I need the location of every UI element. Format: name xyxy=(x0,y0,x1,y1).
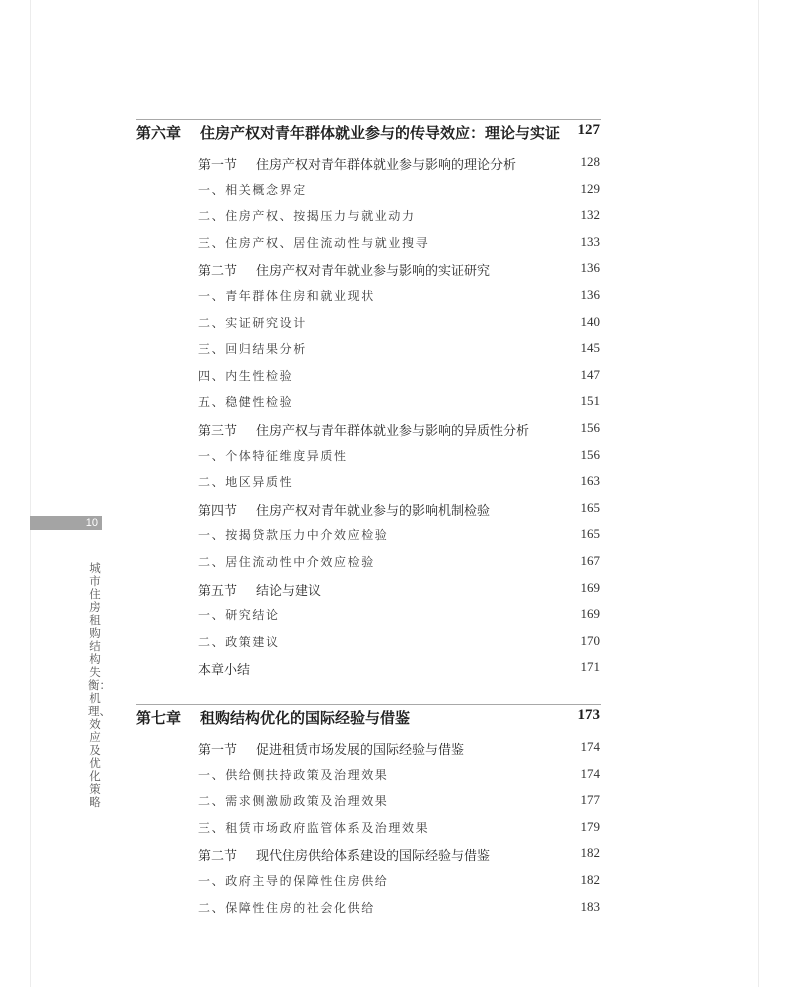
chapter-divider xyxy=(136,704,601,705)
item-row[interactable] xyxy=(136,367,600,389)
item-label xyxy=(198,234,429,251)
item-page: 132 xyxy=(580,207,600,223)
chapter-page: 127 xyxy=(577,122,600,138)
section-label xyxy=(198,739,464,758)
item-title: 二、居住流动性中介效应检验 xyxy=(198,555,375,569)
section-title: 住房产权对青年群体就业参与影响的理论分析 xyxy=(256,158,517,173)
item-title: 二、地区异质性 xyxy=(198,475,294,490)
item-title: 三、回归结果分析 xyxy=(198,342,307,357)
item-title: 三、住房产权、居住流动性与就业搜寻 xyxy=(198,235,430,250)
summary-title: 本章小结 xyxy=(198,663,251,679)
item-row[interactable] xyxy=(136,393,600,415)
chapter-number: 第六章 xyxy=(136,124,182,142)
section-title: 住房产权与青年群体就业参与影响的异质性分析 xyxy=(256,424,530,439)
chapter-row[interactable] xyxy=(136,707,600,729)
item-label xyxy=(198,207,416,224)
item-page: 145 xyxy=(580,340,600,356)
item-page: 183 xyxy=(580,898,600,914)
item-label xyxy=(198,393,293,410)
item-title: 四、内生性检验 xyxy=(198,368,294,383)
item-page: 133 xyxy=(580,233,600,249)
item-page: 182 xyxy=(580,872,600,887)
section-row[interactable] xyxy=(136,580,600,602)
section-row[interactable] xyxy=(136,420,600,442)
item-row[interactable] xyxy=(136,792,600,814)
item-row[interactable] xyxy=(136,473,600,495)
item-label xyxy=(198,819,429,836)
item-row[interactable] xyxy=(136,526,600,548)
section-row[interactable] xyxy=(136,154,600,176)
section-title: 促进租赁市场发展的国际经验与借鉴 xyxy=(256,743,465,758)
item-page: 140 xyxy=(580,313,600,329)
section-title: 住房产权对青年就业参与的影响机制检验 xyxy=(256,503,491,519)
item-page: 174 xyxy=(580,765,600,781)
item-page: 177 xyxy=(580,792,600,808)
item-row[interactable] xyxy=(136,207,600,229)
item-title: 一、按揭贷款压力中介效应检验 xyxy=(198,528,389,543)
item-label xyxy=(198,899,375,916)
section-page: 182 xyxy=(580,845,600,861)
section-label xyxy=(198,500,490,519)
item-row[interactable] xyxy=(136,606,600,628)
item-label xyxy=(198,473,293,490)
item-row[interactable] xyxy=(136,447,600,469)
section-number: 第一节 xyxy=(198,158,238,173)
section-row[interactable] xyxy=(136,739,600,761)
item-title: 一、政府主导的保障性住房供给 xyxy=(198,874,389,888)
section-title: 住房产权对青年就业参与影响的实证研究 xyxy=(256,264,491,280)
item-title: 二、需求侧激励政策及治理效果 xyxy=(198,794,389,809)
item-row[interactable] xyxy=(136,766,600,788)
page-number: 10 xyxy=(85,517,98,529)
item-label xyxy=(198,287,375,304)
item-title: 一、个体特征维度异质性 xyxy=(198,448,348,463)
item-page: 167 xyxy=(580,553,600,568)
item-row[interactable] xyxy=(136,633,600,655)
item-label xyxy=(198,872,388,889)
item-title: 二、实证研究设计 xyxy=(198,315,307,330)
item-title: 五、稳健性检验 xyxy=(198,395,294,410)
section-page: 174 xyxy=(580,739,600,754)
item-row[interactable] xyxy=(136,340,600,362)
item-title: 一、青年群体住房和就业现状 xyxy=(198,289,375,303)
item-row[interactable] xyxy=(136,899,600,921)
section-page: 136 xyxy=(580,260,600,276)
section-page: 156 xyxy=(580,420,600,435)
summary-page: 171 xyxy=(580,659,600,675)
section-row[interactable] xyxy=(136,500,600,522)
item-row[interactable] xyxy=(136,287,600,309)
item-label xyxy=(198,606,280,623)
section-row[interactable] xyxy=(136,845,600,867)
item-title: 一、相关概念界定 xyxy=(198,182,307,197)
item-title: 一、供给侧扶持政策及治理效果 xyxy=(198,767,389,782)
chapter-row[interactable] xyxy=(136,122,600,144)
item-row[interactable] xyxy=(136,819,600,841)
item-title: 三、租赁市场政府监管体系及治理效果 xyxy=(198,820,430,835)
section-number: 第二节 xyxy=(198,849,238,865)
item-label xyxy=(198,553,375,570)
page-edge-right xyxy=(758,0,759,987)
item-row[interactable] xyxy=(136,872,600,894)
section-number: 第一节 xyxy=(198,743,238,758)
section-number: 第三节 xyxy=(198,424,238,439)
section-label xyxy=(198,260,490,279)
section-title: 结论与建议 xyxy=(256,583,322,599)
item-row[interactable] xyxy=(136,314,600,336)
item-page: 169 xyxy=(580,606,600,622)
running-book-title: 城市住房租购结构失衡：机理、效应及优化策略 xyxy=(88,561,111,809)
chapter-title: 租购结构优化的国际经验与借鉴 xyxy=(200,709,411,727)
item-title: 二、政策建议 xyxy=(198,634,280,649)
item-page: 156 xyxy=(580,446,600,462)
section-label xyxy=(198,420,529,439)
section-page: 165 xyxy=(580,499,600,515)
item-title: 二、保障性住房的社会化供给 xyxy=(198,900,375,915)
item-label xyxy=(198,340,307,357)
page-edge-left xyxy=(30,0,31,987)
item-page: 136 xyxy=(580,287,600,302)
item-page: 151 xyxy=(580,393,600,409)
chapter-divider xyxy=(136,119,601,120)
item-label xyxy=(198,633,280,650)
item-page: 147 xyxy=(580,366,600,382)
page-number-tab xyxy=(30,516,102,530)
item-label xyxy=(198,526,388,543)
section-label xyxy=(198,580,321,599)
item-label xyxy=(198,181,307,198)
item-page: 165 xyxy=(580,526,600,542)
section-label xyxy=(198,845,490,864)
item-row[interactable] xyxy=(136,181,600,203)
section-number: 第二节 xyxy=(198,264,238,280)
item-row[interactable] xyxy=(136,553,600,575)
item-page: 163 xyxy=(580,473,600,489)
chapter-label xyxy=(136,122,560,143)
item-label xyxy=(198,367,293,384)
item-page: 179 xyxy=(580,818,600,834)
item-page: 129 xyxy=(580,180,600,196)
section-label xyxy=(198,154,516,173)
item-row[interactable] xyxy=(136,234,600,256)
chapter-number: 第七章 xyxy=(136,709,182,727)
summary-row[interactable] xyxy=(136,659,600,681)
item-page: 170 xyxy=(580,632,600,648)
section-number: 第五节 xyxy=(198,583,238,599)
chapter-label xyxy=(136,707,410,728)
chapter-page: 173 xyxy=(577,707,600,723)
section-title: 现代住房供给体系建设的国际经验与借鉴 xyxy=(256,849,491,865)
section-number: 第四节 xyxy=(198,503,238,519)
item-title: 一、研究结论 xyxy=(198,608,280,623)
item-title: 二、住房产权、按揭压力与就业动力 xyxy=(198,209,416,224)
item-label xyxy=(198,314,307,331)
section-page: 128 xyxy=(580,154,600,169)
item-label xyxy=(198,447,348,464)
summary-label xyxy=(198,659,250,678)
section-page: 169 xyxy=(580,579,600,595)
item-label xyxy=(198,792,388,809)
section-row[interactable] xyxy=(136,260,600,282)
chapter-title: 住房产权对青年群体就业参与的传导效应：理论与实证 xyxy=(200,124,561,142)
item-label xyxy=(198,766,388,783)
